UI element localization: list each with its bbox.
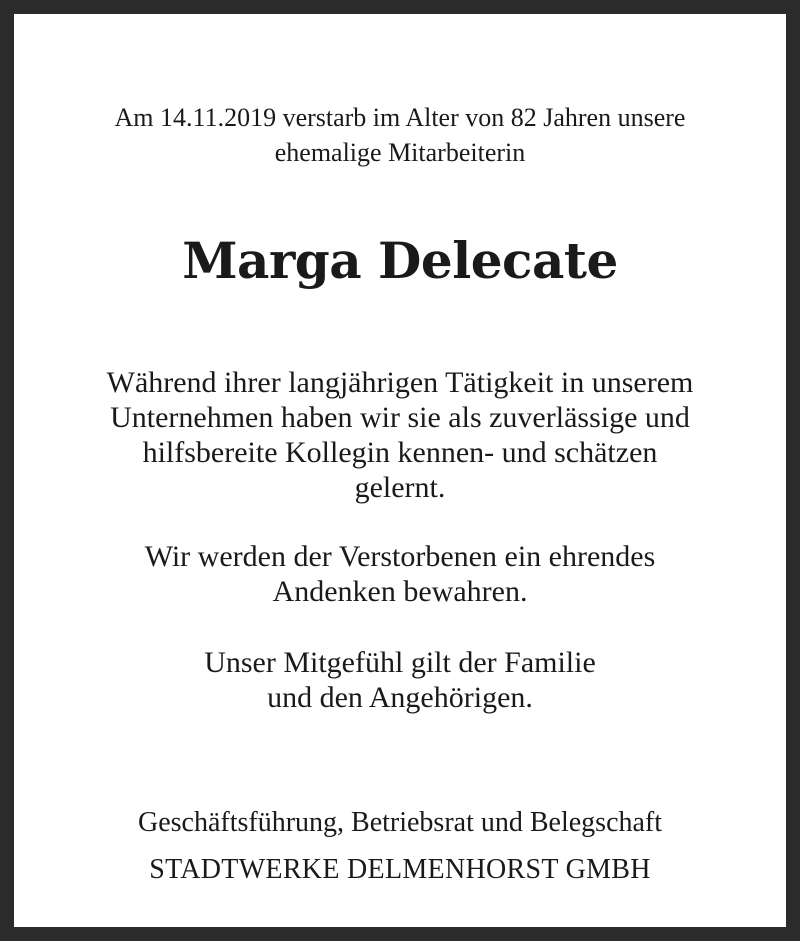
deceased-name: Marga Delecate [182, 231, 618, 290]
intro-line-2: ehemalige Mitarbeiterin [274, 138, 526, 167]
remembrance-paragraph [14, 539, 786, 609]
company-name: STADTWERKE DELMENHORST GMBH [149, 854, 651, 885]
tribute-line-2: Unternehmen haben wir sie als zuverlässige und [110, 401, 690, 434]
tribute-line-3: hilfsbereite Kollegin kennen- und schätzen [142, 436, 658, 469]
condolence-line-1: Unser Mitgefühl gilt der Familie [204, 646, 596, 679]
signature-line: Geschäftsführung, Betriebsrat und Belegschaft [137, 807, 663, 838]
intro-text [14, 100, 786, 170]
condolence-paragraph [14, 645, 786, 715]
condolence-line-2: und den Angehörigen. [267, 681, 533, 714]
tribute-line-1: Während ihrer langjährigen Tätigkeit in unserem [106, 366, 694, 399]
intro-line-1: Am 14.11.2019 verstarb im Alter von 82 Jahren unsere [114, 103, 686, 132]
tribute-line-4: gelernt. [354, 471, 446, 504]
tribute-paragraph [14, 365, 786, 505]
remembrance-line-1: Wir werden der Verstorbenen ein ehrendes [144, 540, 656, 573]
signature-block [14, 799, 786, 893]
remembrance-line-2: Andenken bewahren. [272, 575, 528, 608]
